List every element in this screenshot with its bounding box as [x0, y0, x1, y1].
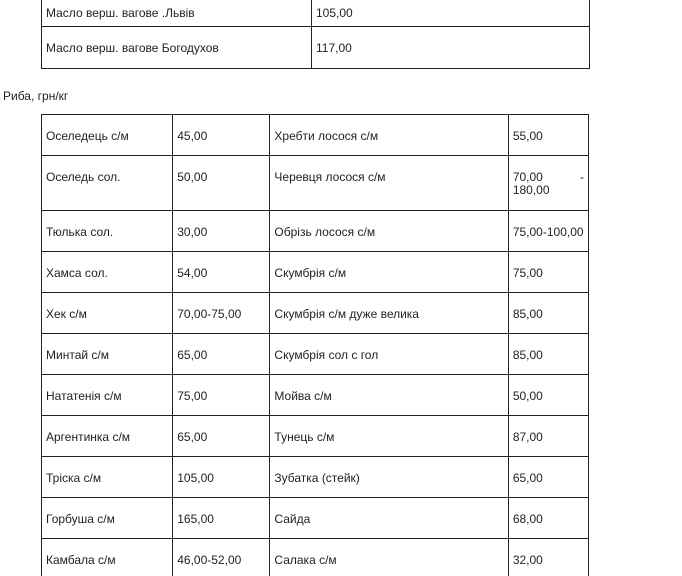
product-name: Зубатка (стейк) [270, 457, 508, 498]
product-name: Мойва с/м [270, 375, 508, 416]
product-price: 50,00 [508, 375, 588, 416]
price-range-dash: - [580, 170, 584, 184]
product-name: Хамса сол. [42, 252, 173, 293]
price-range-start: 70,00 [512, 170, 543, 184]
product-price: 75,00 [173, 375, 270, 416]
product-price: 117,00 [312, 27, 590, 69]
product-name: Оселедь сол. [42, 156, 173, 211]
product-price: 50,00 [173, 156, 270, 211]
product-name: Масло верш. вагове Богодухов [42, 27, 312, 69]
product-price: 70,00-75,00 [173, 293, 270, 334]
product-price: 85,00 [508, 293, 588, 334]
price-range-end: 180,00 [512, 183, 550, 197]
product-price [508, 156, 588, 211]
table-row [42, 293, 589, 334]
product-name: Обрізь лосося с/м [270, 211, 508, 252]
product-price: 65,00 [173, 416, 270, 457]
table-row [42, 27, 590, 69]
product-price: 75,00-100,00 [508, 211, 588, 252]
product-price: 65,00 [173, 334, 270, 375]
table-row [42, 211, 589, 252]
product-price: 32,00 [508, 539, 588, 576]
product-price: 85,00 [508, 334, 588, 375]
table-row [42, 115, 589, 156]
product-name: Минтай с/м [42, 334, 173, 375]
table-row [42, 156, 589, 211]
product-price: 55,00 [508, 115, 588, 156]
table-row [42, 375, 589, 416]
product-name: Камбала с/м [42, 539, 173, 576]
product-name: Тюлька сол. [42, 211, 173, 252]
product-name: Хек с/м [42, 293, 173, 334]
product-price: 65,00 [508, 457, 588, 498]
fish-price-table [41, 114, 589, 576]
table-row [42, 539, 589, 576]
product-name: Горбуша с/м [42, 498, 173, 539]
table-row [42, 416, 589, 457]
table-row [42, 334, 589, 375]
product-price: 105,00 [173, 457, 270, 498]
product-name: Скумбрія сол с гол [270, 334, 508, 375]
product-name: Хребти лосося с/м [270, 115, 508, 156]
product-name: Скумбрія с/м [270, 252, 508, 293]
product-name: Тунець с/м [270, 416, 508, 457]
product-price: 45,00 [173, 115, 270, 156]
product-name: Оселедець с/м [42, 115, 173, 156]
table-row [42, 252, 589, 293]
product-name: Аргентинка с/м [42, 416, 173, 457]
product-name: Салака с/м [270, 539, 508, 576]
product-price: 75,00 [508, 252, 588, 293]
product-price: 105,00 [312, 0, 590, 27]
product-name: Нататенія с/м [42, 375, 173, 416]
table-row [42, 0, 590, 27]
fish-section-caption: Риба, грн/кг [3, 89, 69, 103]
product-name: Масло верш. вагове .Львів [42, 0, 312, 27]
product-name: Скумбрія с/м дуже велика [270, 293, 508, 334]
product-price: 54,00 [173, 252, 270, 293]
butter-price-table [41, 0, 590, 69]
product-name: Тріска с/м [42, 457, 173, 498]
product-name: Черевця лосося с/м [270, 156, 508, 211]
product-price: 165,00 [173, 498, 270, 539]
product-price: 30,00 [173, 211, 270, 252]
product-price: 87,00 [508, 416, 588, 457]
product-price: 68,00 [508, 498, 588, 539]
product-price: 46,00-52,00 [173, 539, 270, 576]
table-row [42, 457, 589, 498]
table-row [42, 498, 589, 539]
product-name: Сайда [270, 498, 508, 539]
